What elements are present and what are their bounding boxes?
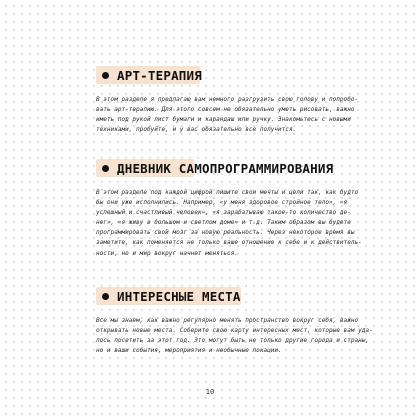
section-title: АРТ-ТЕРАПИЯ [117, 67, 202, 83]
body-line: лось посетить за этот год. Это могут быть не только другие города и страны, [96, 337, 370, 345]
body-line: открывать новые места. Соберите свою карту интересных мест, которые вам уда- [96, 327, 373, 335]
body-line: программировать свой мозг за новую реальность. Через некоторое время вы [96, 229, 355, 237]
body-line: но и ваши события, мероприятия и необычные локации. [96, 347, 282, 355]
body-line: В этом разделе я предлагаю вам немного разгрузить свою голову и попробо- [96, 96, 359, 103]
body-line: В этом разделе под каждой цифрой пишите свои мечты и цели так, как будто [96, 189, 359, 196]
body-line: заметите, как поменяется не только ваше отношение к себе и к действитель- [96, 239, 362, 247]
section-heading [96, 64, 342, 86]
section-body [96, 95, 359, 135]
body-line: нег», «я живу в большом и светлом доме» и т.д. Таким образом вы будете [96, 219, 351, 227]
bullet-dot-icon [102, 293, 109, 300]
body-line: успешный и счастливый человек», «я зарабатываю такое-то количество де- [96, 209, 351, 217]
section-body [96, 188, 362, 259]
section-title: ДНЕВНИК САМОПРОГРАММИРОВАНИЯ [117, 160, 334, 176]
section-art-therapy [96, 64, 359, 135]
body-line: техниками, пробуйте, и у вас обязательно все получится. [96, 126, 297, 134]
section-body [96, 316, 373, 356]
bullet-dot-icon [102, 165, 109, 172]
section-self-programming-diary [96, 157, 362, 259]
body-line: бы они уже исполнились. Например, «у меня здоровое стройное тело», «я [96, 199, 348, 207]
body-line: вать арт-терапию. Для этого совсем не обязательно уметь рисовать, важно [96, 106, 355, 114]
section-heading [96, 285, 342, 307]
body-line: иметь под рукой лист бумаги и карандаш или ручку. Знакомьтесь с новыми [96, 116, 351, 124]
bullet-dot-icon [102, 72, 109, 79]
page-number: 10 [205, 388, 215, 396]
body-line: Все мы знаем, как важно регулярно менять пространство вокруг себя, важно [96, 317, 359, 324]
section-title: ИНТЕРЕСНЫЕ МЕСТА [117, 288, 241, 304]
body-line: ности, но и мир вокруг начнет меняться. [96, 249, 238, 257]
section-heading [96, 157, 342, 179]
section-interesting-places [96, 285, 373, 356]
